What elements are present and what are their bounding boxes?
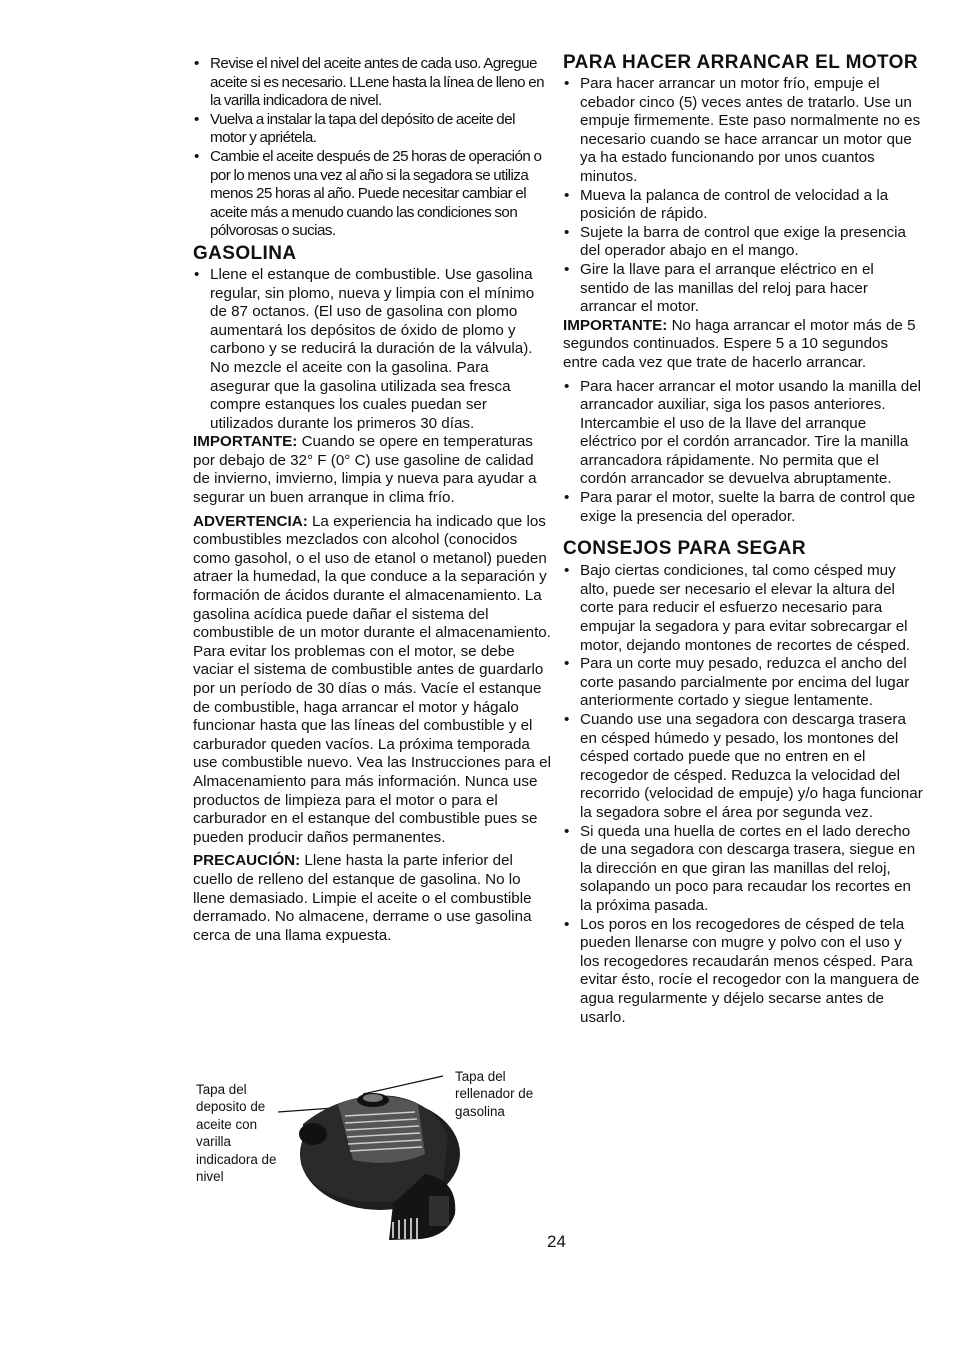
page-number: 24 (547, 1232, 566, 1251)
list-item: • Para un corte muy pesado, reduzca el ancho del corte pasando parcialmente por encima del lugar anteriormente cortado y siegue lentamente. (563, 655, 925, 711)
list-item: • Vuelva a instalar la tapa del depósito de aceite del motor y apriétela. (193, 111, 551, 148)
engine-figure (193, 1064, 553, 1244)
engine-illustration (193, 1064, 553, 1244)
precaucion-label: PRECAUCIÓN: (193, 852, 301, 870)
importante-paragraph (193, 433, 551, 507)
consejos-heading: CONSEJOS PARA SEGAR (563, 538, 807, 560)
advertencia-text: La experiencia ha indicado que los combustibles mezclados con alcohol (conocidos como gasohol, o el uso de etanol o metanol) pueden atraer la humedad, la que conduce a la separación y formación de ácidos durante el almacenamiento. La gasolina acídica puede dañar el sistema del combustible de un motor durante el almacenamiento. Para evitar los problemas con el motor, se debe vaciar el sistema de combustible antes de guardarlo por un período de 30 días o más. Vacíe el estanque de combustible, haga arrancar el motor y hágalo funcionar hasta que las líneas del combustible y el carburador queden vacíos. La próxima temporada use combustible nuevo. Vea las Instrucciones para el Almacenamiento para más información. Nunca use productos de limpieza para el motor o para el carburador en el estanque del combustible pues se pueden producir daños permanentes. (193, 512, 551, 846)
advertencia-paragraph (193, 513, 551, 848)
list-item: • Gire la llave para el arranque eléctrico en el sentido de las manillas del reloj para hacer arrancar el motor. (563, 261, 925, 317)
list-item: • Revise el nivel del aceite antes de cada uso. Agregue aceite si es necesario. LLene hasta la línea de lleno en la varilla indicadora de nivel. (193, 55, 551, 111)
precaucion-text: Llene hasta la parte inferior del cuello de relleno del estanque de gasolina. No lo llene demasiado. Limpie el aceite o el combustible derramado. No almacene, derrame o use gasolina cerca de una llama expuesta. (193, 852, 532, 944)
importante-text: Cuando se opere en temperaturas por debajo de 32° F (0° C) use gasoline de calidad de invierno, imvierno, limpia y nueva para ayudar a segurar un buen arranque in clima frío. (193, 433, 537, 507)
list-item: • Mueva la palanca de control de velocidad a la posición de rápido. (563, 187, 925, 224)
list-item: • Los poros en los recogedores de césped de tela pueden llenarse con mugre y polvo con el uso y los recogedores recaudarán menos césped. Para evitar ésto, rocíe el recogedor con la manguera de agua regularmente y déjelo secarse antes de usarlo. (563, 916, 925, 1028)
importante-paragraph (563, 317, 925, 373)
list-item: • Llene el estanque de combustible. Use gasolina regular, sin plomo, nueva y limpia con el mínimo de 87 octanos. (El uso de gasolina con plomo aumentará los depósitos de óxido de plomo y carbono y se reducirá la duración de la válvula). No mezcle el aceite con la gasolina. Para asegurar que la gasolina utilizada sea fresca compre estanques los cuales puedan ser utilizados durante los primeros 30 días. (193, 266, 551, 433)
importante-text: No haga arrancar el motor más de 5 segundos continuados. Espere 5 a 10 segundos entre cada vez que trate de hacerlo arrancar. (563, 316, 916, 371)
list-item: • Si queda una huella de cortes en el lado derecho de una segadora con descarga trasera, siegue en la dirección en que giran las manillas del reloj, solapando un poco para recaudar los recortes en la próxima pasada. (563, 823, 925, 916)
importante-label: IMPORTANTE: (193, 433, 298, 451)
consejos-list (563, 562, 925, 1027)
list-item: • Para hacer arrancar el motor usando la manilla del arrancador auxiliar, siga los pasos anteriores. Intercambie el uso de la llave del arranque eléctrico por el cordón arrancador. Tire la manilla arrancadora rápidamente. No permita que el cordón arrancador se devuelva abruptamente. (563, 378, 925, 490)
list-item: • Para hacer arrancar un motor frío, empuje el cebador cinco (5) veces antes de tratarlo. Use un empuje firmemente. Este paso normalmente no es necesario cuando se hace arrancar un motor que ya ha estado funcionando por unos cuantos minutos. (563, 75, 925, 187)
motor-list (563, 75, 925, 317)
list-item: • Cambie el aceite después de 25 horas de operación o por lo menos una vez al año si la segadora se utiliza menos 25 horas al año. Puede necesitar cambiar el aceite más a menudo cuando las condiciones son pólvorosas o sucias. (193, 148, 551, 241)
fuel-cap-label: Tapa del rellenador de gasolina (455, 1069, 534, 1119)
gasolina-list (193, 266, 551, 433)
list-item: • Bajo ciertas condiciones, tal como césped muy alto, puede ser necesario el elevar la altura del corte para reducir el esfuerzo necesario para empujar la segadora y para evitar sobrecargar el motor, dejando montones de recortes de césped. (563, 562, 925, 655)
list-item: • Sujete la barra de control que exige la presencia del operador abajo en el mango. (563, 224, 925, 261)
advertencia-label: ADVERTENCIA: (193, 512, 308, 530)
motor-heading: PARA HACER ARRANCAR EL MOTOR (563, 52, 918, 73)
oil-cap-label: Tapa del deposito de aceite con varilla indicadora de nivel (196, 1082, 277, 1185)
list-item: • Cuando use una segadora con descarga trasera en césped húmedo y pesado, los montones del césped cortado puede que no entren en el recogedor de césped. Reduzca la velocidad del recorrido (velocidad de empuje) y/o haga funcionar la segadora sobre el área por segunda vez. (563, 711, 925, 823)
list-item: • Para parar el motor, suelte la barra de control que exige la presencia del operador. (563, 489, 925, 526)
precaucion-paragraph (193, 852, 551, 945)
left-column (193, 55, 551, 945)
right-column (563, 52, 925, 1027)
importante-label: IMPORTANTE: (563, 316, 668, 334)
motor-list-2 (563, 378, 925, 527)
gasolina-heading: GASOLINA (193, 242, 297, 264)
oil-check-list (193, 55, 551, 241)
